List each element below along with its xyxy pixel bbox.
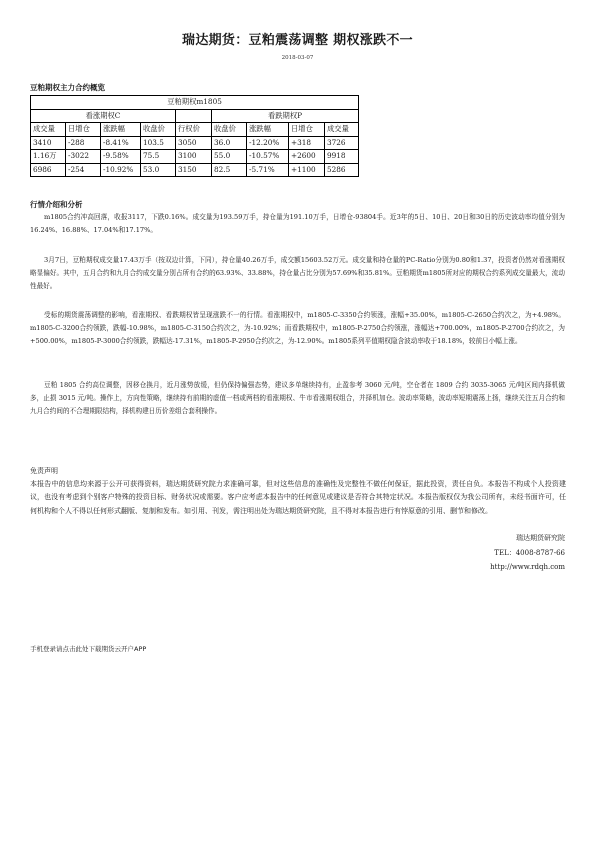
table-cell: 75.5 bbox=[141, 150, 176, 164]
table-cell: 1.16万 bbox=[31, 150, 66, 164]
overview-heading: 豆粕期权主力合约概览 bbox=[30, 83, 105, 92]
table-header-row bbox=[31, 123, 359, 137]
column-header: 行权价 bbox=[176, 123, 212, 137]
table-cell: 6986 bbox=[31, 163, 66, 177]
table-cell: +1100 bbox=[289, 163, 325, 177]
table-cell: -10.57% bbox=[247, 150, 289, 164]
table-cell: -3022 bbox=[66, 150, 101, 164]
column-header: 收盘价 bbox=[212, 123, 247, 137]
table-cell: -288 bbox=[66, 136, 101, 150]
table-cell: +318 bbox=[289, 136, 325, 150]
options-overview-table bbox=[30, 95, 359, 177]
table-cell: -12.20% bbox=[247, 136, 289, 150]
table-title-row bbox=[31, 96, 359, 110]
table-cell: -9.58% bbox=[101, 150, 141, 164]
analysis-paragraph: m1805合约冲高回落，收报3117，下跌0.16%。成交量为193.59万手，持仓量为191.10万手，日增仓-93804手。近3年的5日、10日、20日和30日的历史波动率均值分别为16.24%、16.88%、17.04%和17.17%。 bbox=[30, 213, 565, 234]
disclaimer-text: 本报告中的信息均来源于公开可获得资料，瑞达期货研究院力求准确可靠，但对这些信息的准确性及完整性不做任何保证，据此投资，责任自负。本报告不构成个人投资建议，也没有考虑到个别客户特殊的投资目标、财务状况或需要。客户应考虑本报告中的任何意见或建议是否符合其特定状况。本报告版权仅为我公司所有，未经书面许可，任何机构和个人不得以任何形式翻版、复制和发布。如引用、刊发，需注明出处为瑞达期货研究院，且不得对本报告进行有悖原意的引用、删节和修改。 bbox=[30, 480, 566, 515]
column-header: 成交量 bbox=[31, 123, 66, 137]
analysis-paragraph: 受标的期货震荡调整的影响，看涨期权、看跌期权皆呈现涨跌不一的行情。看涨期权中，m1805-C-3350合约领涨，涨幅+35.00%，m1805-C-2650合约次之，为+4.98%。m1805-C-3200合约领跌，跌幅-10.98%，m1805-C-3150合约次之，为-10.92%；而看跌期权中，m1805-P-2750合约领涨，涨幅达+700.00%，m1805-P-2700合约次之，为+500.00%，m1805-P-3000合约领跌，跌幅达-17.31%，m1805-P-2950合约次之，为-12.90%。m1805系列平值期权隐含波动率收于18.18%，较前日小幅上涨。 bbox=[30, 311, 565, 345]
table-row bbox=[31, 150, 359, 164]
table-cell: -5.71% bbox=[247, 163, 289, 177]
table-cell: -254 bbox=[66, 163, 101, 177]
column-header: 成交量 bbox=[325, 123, 359, 137]
table-cell: 103.5 bbox=[141, 136, 176, 150]
org-phone: TEL：4008-8787-66 bbox=[494, 549, 565, 557]
strike-group-blank bbox=[176, 109, 212, 123]
table-cell: -10.92% bbox=[101, 163, 141, 177]
table-cell: +2600 bbox=[289, 150, 325, 164]
column-header: 涨跌幅 bbox=[247, 123, 289, 137]
table-cell: 55.0 bbox=[212, 150, 247, 164]
org-website-link[interactable]: http://www.rdqh.com bbox=[490, 563, 565, 571]
table-cell: 36.0 bbox=[212, 136, 247, 150]
table-cell: 82.5 bbox=[212, 163, 247, 177]
analysis-paragraph: 豆粕 1805 合约高位调整，因移仓换月，近月涨势放缓，但仍保持偏强态势，建议多单继续持有，止盈参考 3060 元/吨，空仓者在 1809 合约 3035-3065 元/吨区间内择机做多，止损 3015 元/吨。操作上，方向性策略，继续持有前期的虚值一档或两档的看涨期权、牛市看涨期权组合，并择机加仓。波动率策略，波动率短期震荡上扬，继续关注五月合约和九月合约间的不合理期限结构，择机构建日历价差组合套利操作。 bbox=[30, 381, 565, 415]
table-row bbox=[31, 136, 359, 150]
report-title: 瑞达期货：豆粕震荡调整 期权涨跌不一 bbox=[182, 33, 413, 48]
call-group-label: 看涨期权C bbox=[31, 109, 176, 123]
table-cell: 3050 bbox=[176, 136, 212, 150]
disclaimer-heading: 免责声明 bbox=[30, 467, 58, 475]
table-cell: 53.0 bbox=[141, 163, 176, 177]
column-header: 收盘价 bbox=[141, 123, 176, 137]
analysis-heading: 行情介绍和分析 bbox=[30, 200, 83, 209]
table-cell: 3100 bbox=[176, 150, 212, 164]
column-header: 日增仓 bbox=[289, 123, 325, 137]
column-header: 日增仓 bbox=[66, 123, 101, 137]
table-cell: 9918 bbox=[325, 150, 359, 164]
table-group-row bbox=[31, 109, 359, 123]
table-title: 豆粕期权m1805 bbox=[31, 96, 359, 110]
table-cell: 5286 bbox=[325, 163, 359, 177]
analysis-paragraph: 3月7日，豆粕期权成交量17.43万手（按双边计算，下同），持仓量40.26万手，成交额15603.52万元。成交量和持仓量的PC-Ratio分别为0.80和1.37，投资者仍然对看涨期权略显偏好。其中，五月合约和九月合约成交量分别占所有合约的63.93%、33.88%，持仓量占比分别为57.69%和35.81%。豆粕期货m1805所对应的期权合约系列成交量最大，流动性最好。 bbox=[30, 256, 565, 290]
app-download-link[interactable]: 手机登录请点击此处下载期货云开户APP bbox=[30, 645, 147, 653]
table-cell: 3150 bbox=[176, 163, 212, 177]
put-group-label: 看跌期权P bbox=[212, 109, 359, 123]
report-date: 2018-03-07 bbox=[281, 55, 314, 61]
table-cell: 3410 bbox=[31, 136, 66, 150]
org-name: 瑞达期货研究院 bbox=[516, 534, 565, 542]
table-cell: -8.41% bbox=[101, 136, 141, 150]
column-header: 涨跌幅 bbox=[101, 123, 141, 137]
table-row bbox=[31, 163, 359, 177]
table-cell: 3726 bbox=[325, 136, 359, 150]
